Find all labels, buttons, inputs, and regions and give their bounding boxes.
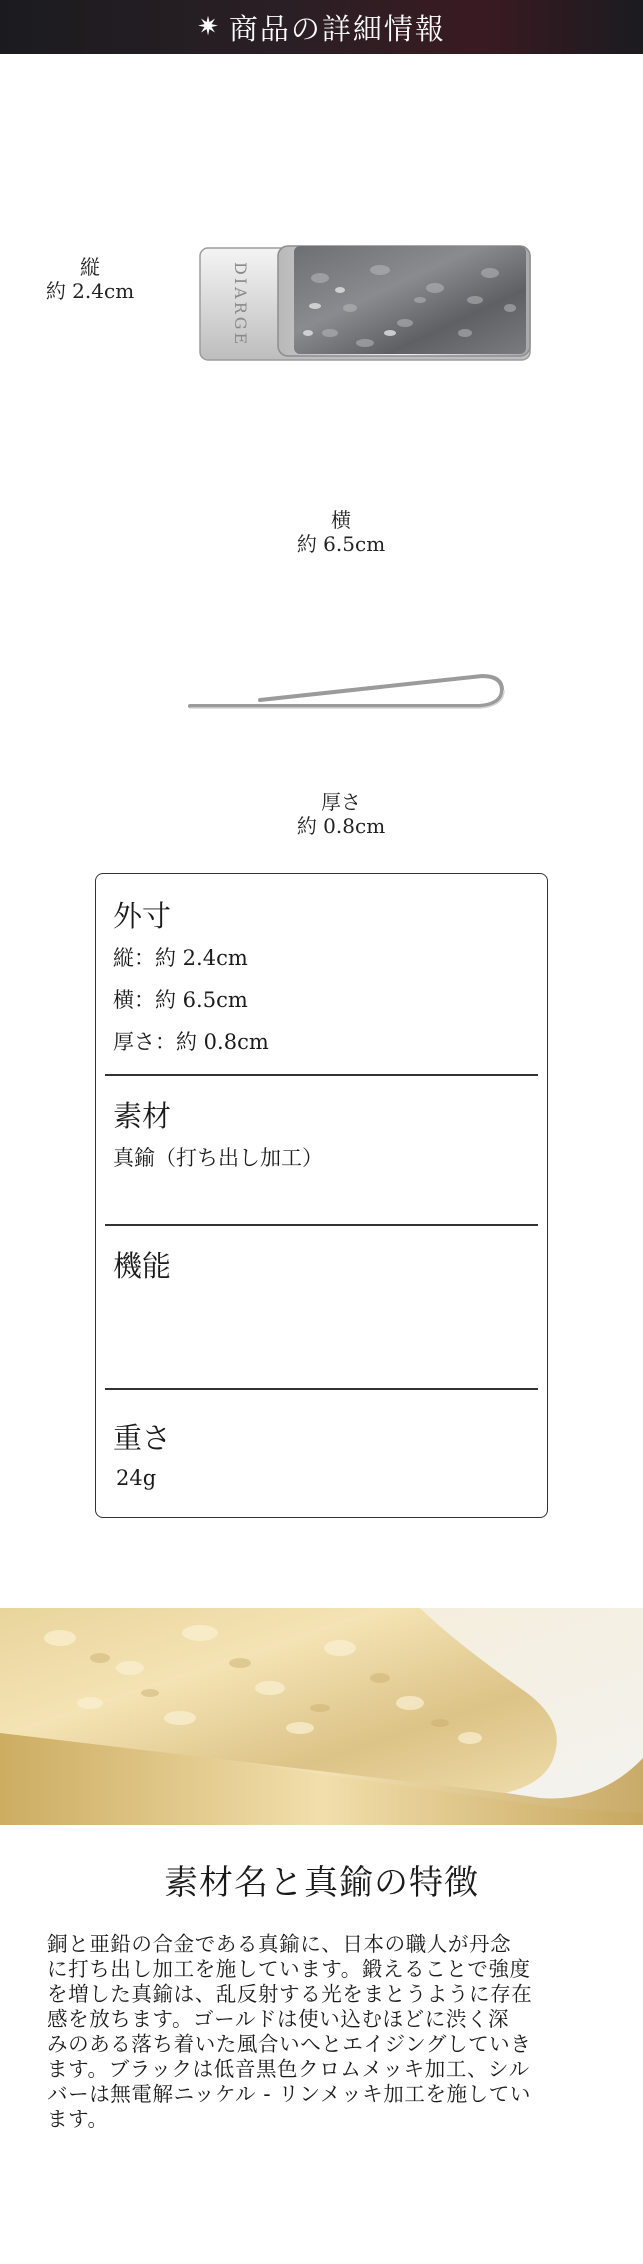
feature-line: ます。ブラックは低音黒色クロムメッキ加工、シル — [47, 2057, 530, 2081]
money-clip-front-image — [190, 238, 535, 368]
size-height-line: 縦：約 2.4cm — [113, 946, 248, 970]
divider — [105, 1074, 538, 1076]
height-dimension-label: 縦 約 2.4cm — [45, 255, 135, 303]
feature-line: 感を放ちます。ゴールドは使い込むほどに渋く深 — [47, 2007, 510, 2031]
weight-value: 24g — [116, 1466, 157, 1490]
weight-heading: 重さ — [113, 1421, 172, 1455]
money-clip-side-image — [180, 660, 520, 720]
divider — [105, 1224, 538, 1226]
material-heading: 素材 — [113, 1099, 172, 1133]
feature-title: 素材名と真鍮の特徴 — [164, 1863, 479, 1903]
feature-line: バーは無電解ニッケル - リンメッキ加工を施してい — [47, 2082, 531, 2106]
feature-line: みのある落ち着いた風合いへとエイジングしていき — [47, 2032, 532, 2056]
divider — [105, 1388, 538, 1390]
brand-logo: DIARGE — [231, 262, 250, 348]
thickness-dimension-label: 厚さ 約 0.8cm — [296, 790, 386, 838]
feature-line: 銅と亜鉛の合金である真鍮に、日本の職人が丹念 — [47, 1932, 512, 1956]
feature-line: を増した真鍮は、乱反射する光をまとうように存在 — [47, 1982, 533, 2006]
section-title: 商品の詳細情報 — [228, 11, 446, 46]
size-width-line: 横：約 6.5cm — [113, 988, 248, 1012]
function-heading: 機能 — [113, 1249, 172, 1283]
size-heading: 外寸 — [113, 899, 172, 933]
feature-line: ます。 — [47, 2107, 109, 2131]
feature-line: に打ち出し加工を施しています。鍛えることで強度 — [47, 1957, 531, 1981]
section-header — [0, 0, 643, 54]
spec-table — [95, 873, 548, 1518]
material-line: 真鍮（打ち出し加工） — [113, 1146, 323, 1170]
feature-description — [47, 1932, 597, 2132]
width-dimension-label: 横 約 6.5cm — [296, 508, 386, 556]
size-thickness-line: 厚さ：約 0.8cm — [113, 1030, 269, 1054]
gold-clip-closeup-image — [0, 1608, 643, 1825]
star-icon: ✷ — [197, 12, 219, 42]
